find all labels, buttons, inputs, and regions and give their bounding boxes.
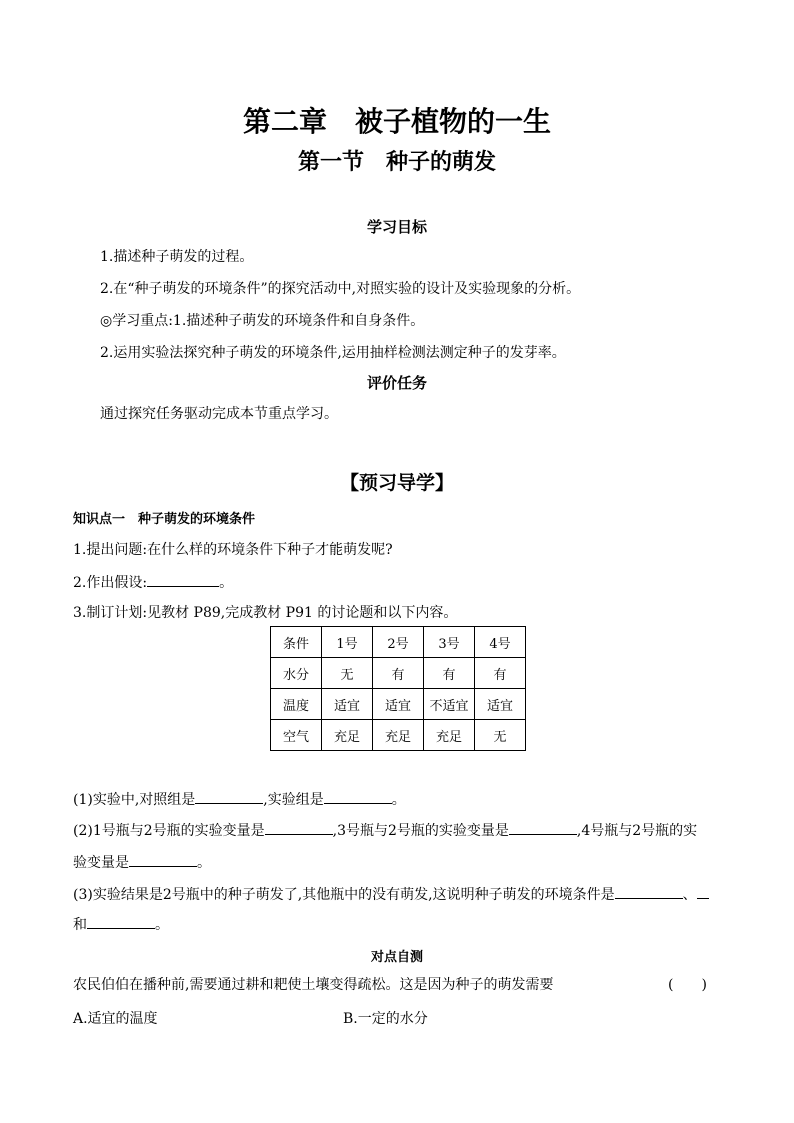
sub-question-2-text: ,3号瓶与2号瓶的实验变量是 (332, 823, 509, 839)
self-test-heading: 对点自测 (370, 950, 423, 965)
answer-blank[interactable] (697, 884, 709, 899)
table-cell: 有 (373, 658, 424, 689)
option-b[interactable]: B.一定的水分 (343, 1011, 428, 1027)
sub-question-3-cont (73, 914, 169, 935)
sub-question-2-text: 。 (197, 855, 211, 871)
self-test-question: 农民伯伯在播种前,需要通过耕和耙使土壤变得疏松。这是因为种子的萌发需要 (73, 977, 554, 993)
objective-item: 2.运用实验法探究种子萌发的环境条件,运用抽样检测法测定种子的发芽率。 (100, 345, 566, 361)
table-cell: 有 (424, 658, 475, 689)
section-title: 第一节 种子的萌发 (297, 150, 496, 175)
table-cell: 适宜 (475, 689, 526, 720)
sub-question-2-text: ,4号瓶与2号瓶的实 (576, 823, 698, 839)
preview-heading: 【预习导学】 (339, 472, 454, 494)
option-a[interactable]: A.适宜的温度 (73, 1011, 158, 1027)
sub-question-1-text: ,实验组是 (263, 792, 324, 808)
knowledge-point-title: 知识点一 种子萌发的环境条件 (73, 512, 256, 527)
table-cell: 充足 (373, 720, 424, 751)
sub-question-1-text: 。 (391, 792, 406, 808)
answer-blank[interactable] (509, 820, 577, 835)
table-header-row (271, 627, 526, 658)
question-3: 3.制订计划:见教材 P89,完成教材 P91 的讨论题和以下内容。 (73, 605, 458, 621)
sub-question-2 (73, 820, 697, 841)
conditions-table (270, 626, 526, 751)
table-row (271, 658, 526, 689)
question-2-prefix: 2.作出假设: (73, 575, 148, 591)
table-cell: 无 (322, 658, 373, 689)
evaluation-text: 通过探究任务驱动完成本节重点学习。 (100, 406, 338, 422)
sub-question-3-text: 和 (73, 917, 87, 933)
table-row (271, 689, 526, 720)
objectives-heading: 学习目标 (366, 218, 427, 236)
question-2-suffix: 。 (219, 575, 234, 591)
sub-question-2-cont (73, 852, 211, 873)
evaluation-heading: 评价任务 (366, 374, 427, 392)
table-cell: 水分 (271, 658, 322, 689)
answer-blank[interactable] (87, 914, 155, 929)
answer-blank[interactable] (129, 852, 197, 867)
table-cell: 空气 (271, 720, 322, 751)
table-header-cell: 4号 (475, 627, 526, 658)
table-row (271, 720, 526, 751)
sub-question-1 (73, 789, 406, 810)
sub-question-2-text: (2)1号瓶与2号瓶的实验变量是 (73, 823, 265, 839)
table-cell: 有 (475, 658, 526, 689)
sub-question-3-text: 。 (155, 917, 169, 933)
question-2 (73, 572, 233, 593)
objective-item: ◎学习重点:1.描述种子萌发的环境条件和自身条件。 (100, 313, 425, 329)
table-cell: 充足 (322, 720, 373, 751)
answer-blank[interactable] (147, 572, 219, 587)
answer-blank[interactable] (195, 789, 263, 804)
sub-question-3 (73, 884, 709, 905)
sub-question-3-text: (3)实验结果是2号瓶中的种子萌发了,其他瓶中的没有萌发,这说明种子萌发的环境条件是 (73, 887, 615, 903)
table-cell: 适宜 (322, 689, 373, 720)
sub-question-2-text: 验变量是 (73, 855, 129, 871)
chapter-title: 第二章 被子植物的一生 (242, 105, 551, 138)
table-cell: 充足 (424, 720, 475, 751)
table-cell: 适宜 (373, 689, 424, 720)
table-cell: 无 (475, 720, 526, 751)
answer-blank[interactable] (265, 820, 333, 835)
sub-question-1-text: (1)实验中,对照组是 (73, 792, 196, 808)
question-1: 1.提出问题:在什么样的环境条件下种子才能萌发呢? (73, 542, 393, 558)
table-cell: 温度 (271, 689, 322, 720)
table-header-cell: 2号 (373, 627, 424, 658)
table-header-cell: 条件 (271, 627, 322, 658)
answer-parentheses[interactable]: ( ) (668, 977, 707, 993)
objective-item: 2.在“种子萌发的环境条件”的探究活动中,对照实验的设计及实验现象的分析。 (100, 281, 581, 297)
table-header-cell: 1号 (322, 627, 373, 658)
objective-item: 1.描述种子萌发的过程。 (100, 249, 254, 265)
answer-blank[interactable] (324, 789, 392, 804)
table-cell: 不适宜 (424, 689, 475, 720)
table-header-cell: 3号 (424, 627, 475, 658)
answer-blank[interactable] (615, 884, 683, 899)
sub-question-3-text: 、 (682, 887, 697, 903)
